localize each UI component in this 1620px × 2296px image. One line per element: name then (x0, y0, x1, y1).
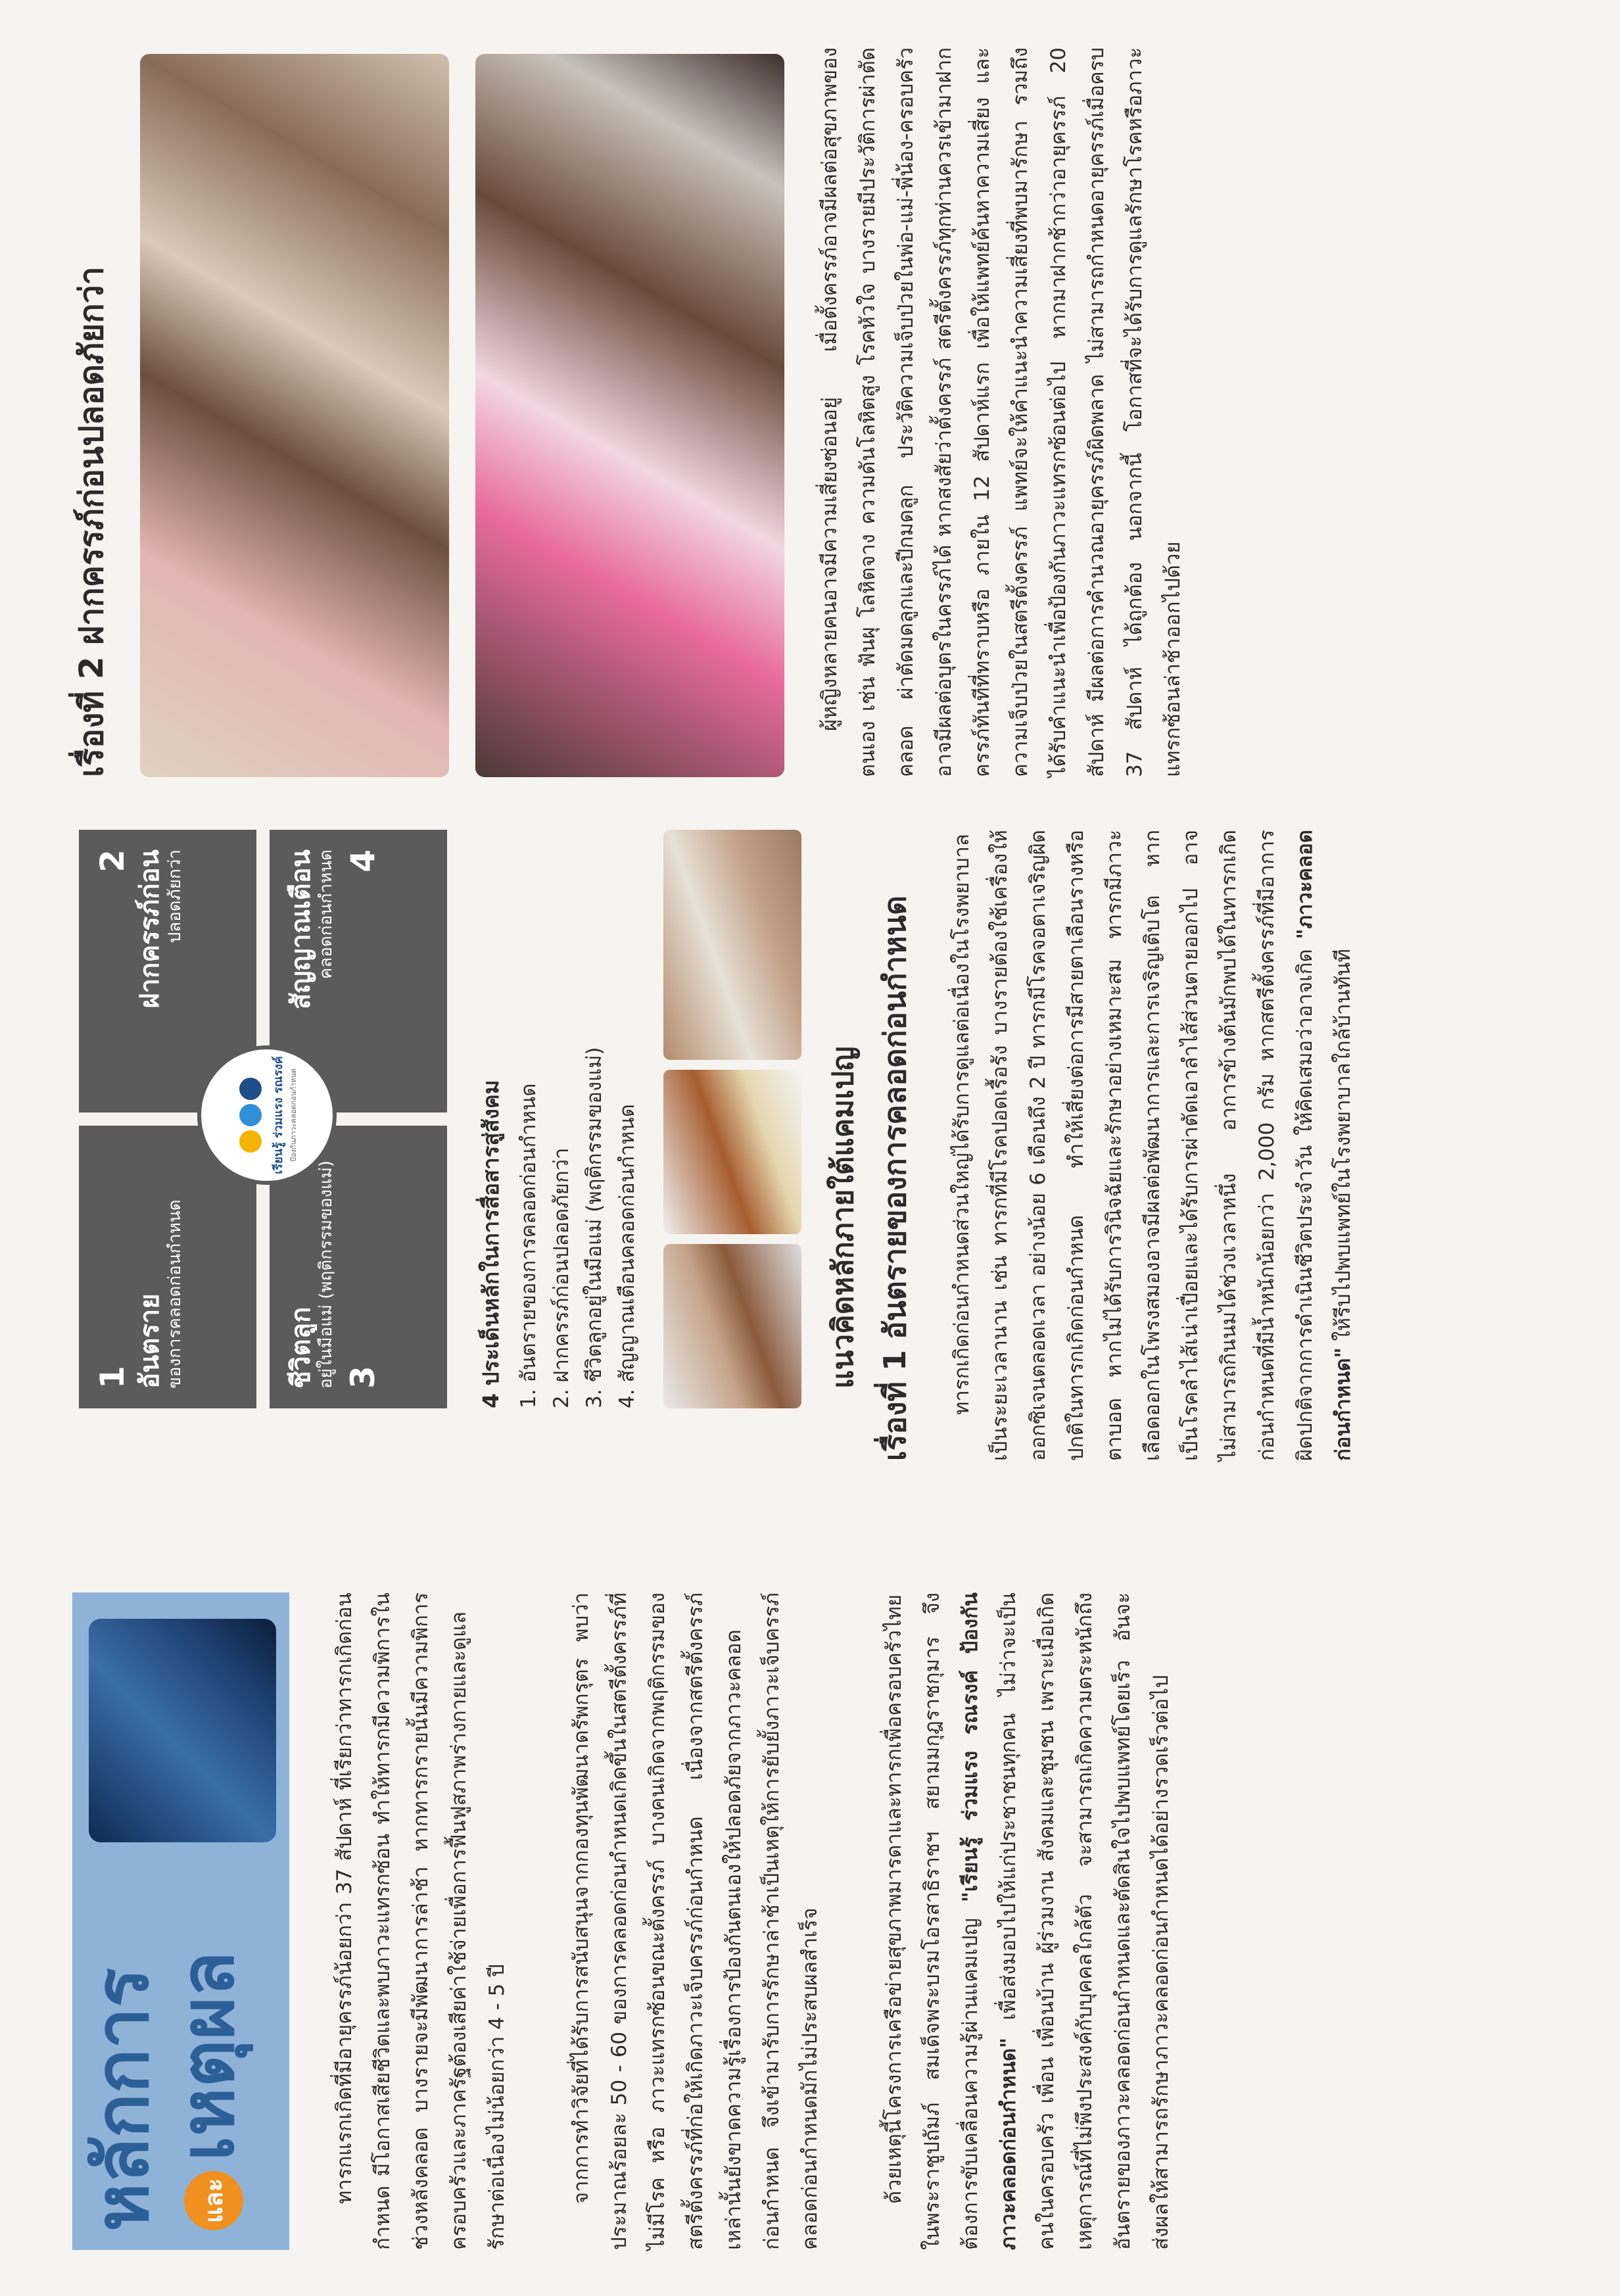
point-1-number: 1 (93, 1366, 131, 1389)
intro-paragraph-3 (875, 1592, 1180, 2250)
newborn-photo-strip (663, 830, 801, 1408)
point-3-subtitle: อยู่ในมือแม่ (พฤติกรรมของแม่) (316, 1160, 336, 1389)
point-2-number: 2 (93, 849, 131, 873)
nurse-consultation-photo (475, 54, 784, 777)
title-line1: หลักการ (80, 1967, 165, 2232)
premature-baby-photo (663, 1070, 801, 1234)
story-2-column (66, 47, 1192, 777)
campaign-heading: แนวคิดหลักภายใต้แคมเปญ (826, 1046, 860, 1389)
campaign-logo (197, 1045, 337, 1185)
point-3-number: 3 (343, 1366, 382, 1389)
antenatal-photos (140, 54, 784, 777)
point-4-title: สัญญาณเตือน (286, 849, 316, 1010)
point-3-title: ชีวิตลูก (286, 1306, 316, 1389)
campaign-column (79, 830, 1362, 1461)
story-1-emphasis: "ภาวะคลอดก่อนกำหนด" (1293, 830, 1355, 1461)
logo-dots-icon (239, 1049, 262, 1181)
story-1-tail: ให้รีบไปพบแพทย์ในโรงพยาบาลใกล้บ้านทันที (1331, 949, 1355, 1341)
story-2-paragraph: ผู้หญิงหลายคนอาจมีความเสี่ยงซ่อนอยู่ เมื่อตั้งครรภ์อาจมีผลต่อสุขภาพของตนเอง เช่น ฟันผุ โลหิตจาง ความดันโลหิตสูง โรคหัวใจ บางรายมีประวัติการผ่าตัดคลอด ผ่าตัดมดลูกและปีกมดลูก ประวัติความเจ็บป่วยในพ่อ-แม่-พี่น้อง-ครอบครัว อาจมีผลต่อบุตรในครรภ์ได้ หากสงสัยว่าตั้งครรภ์ สตรีตั้งครรภ์ทุกท่านควรเข้ามาฝากครรภ์ทันทีที่ทราบหรือ ภายใน 12 สัปดาห์แรก เพื่อให้แพทย์ค้นหาความเสี่ยง และความเจ็บป่วยในสตรีตั้งครรภ์ แพทย์จะให้คำแนะนำความเสี่ยงที่พบมารักษา รวมถึงได้รับคำแนะนำเพื่อป้องกันภาวะแทรกซ้อนต่อไป หากมาฝากช้ากว่าอายุครรภ์ 20 สัปดาห์ มีผลต่อการคำนวณอายุครรภ์ผิดพลาด ไม่สามารถกำหนดอายุครรภ์เมื่อครบ 37 สัปดาห์ ได้ถูกต้อง นอกจากนี้ โอกาสที่จะได้รับการดูแลรักษาโรคหรือภาวะแทรกซ้อนล่าช้าออกไปด้วย (818, 47, 1185, 777)
logo-name: เรียนรู้ ร่วมแรง รณรงค์ (272, 1056, 285, 1174)
baby-care-photo (663, 830, 801, 1060)
campaign-slogan: "เรียนรู้ ร่วมแรง รณรงค์ ป้องกันภาวะคลอดก่อนกำหนด" (959, 1592, 1020, 2250)
story-2-title: เรื่องที่ 2 ฝากครรภ์ก่อนปลอดภัยกว่า (72, 266, 110, 777)
point-4-subtitle: คลอดก่อนกำหนด (316, 849, 336, 980)
intro-paragraph-1: ทารกแรกเกิดที่มีอายุครรภ์น้อยกว่า 37 สัปดาห์ ที่เรียกว่าทารกเกิดก่อนกำหนด มีโอกาสเสียชีวิตและพบภาวะแทรกซ้อน ทำให้ทารกมีความพิการในช่วงหลังคลอด บางรายจะมีพัฒนาการล่าช้า หากทารกรายนั้นมีความพิการ ครอบครัวและภาครัฐต้องเสียค่าใช้จ่ายเพื่อการฟื้นฟูสภาพร่างกายและดูแลรักษาต่อเนื่องไม่น้อยกว่า 4 - 5 ปี (333, 1592, 509, 2250)
logo-tagline: ป้องกันภาวะคลอดก่อนกำหนด (289, 1068, 298, 1162)
title-line2: เหตุผล (165, 1951, 250, 2161)
point-1-title: อันตราย (135, 1293, 165, 1389)
story-1-paragraph (943, 830, 1362, 1461)
point-4-number: 4 (343, 849, 382, 873)
point-2-subtitle: ปลอดภัยกว่า (165, 849, 185, 944)
incubator-photo (89, 1619, 276, 1842)
rationale-column (72, 1592, 1180, 2250)
antenatal-clinic-photo (140, 54, 449, 777)
premature-baby-photo (663, 1244, 801, 1408)
intro-paragraph-2: จากการทำวิจัยที่ได้รับการสนับสนุนจากกองทุนพัฒนาดรัพกรุตร พบว่า ประมาณร้อยละ 50 - 60 ของการคลอดก่อนกำหนดเกิดขึ้นในสตรีตั้งครรภ์ที่ไม่มีโรค หรือ ภาวะแทรกซ้อนขณะตั้งครรภ์ บางคนเกิดจากพฤติกรรมของสตรีตั้งครรภ์ที่ก่อให้เกิดภาวะเจ็บครรภ์ก่อนกำหนด เนื่องจากสตรีตั้งครรภ์เหล่านั้นยังขาดความรู้เรื่องการป้องกันตนเองให้ปลอดภัยจากภาวะคลอดก่อนกำหนด จึงเข้ามารับการรักษาล่าช้าเป็นเหตุให้การยับยั้งภาวะเจ็บครรภ์คลอดก่อนกำหนดมักไม่ประสบผลสำเร็จ (569, 1592, 822, 2250)
title-banner (72, 1592, 289, 2250)
story-1-text: ทารกเกิดก่อนกำหนดส่วนใหญ่ได้รับการดูแลต่อเนื่องในโรงพยาบาลเป็นระยะเวลานาน เช่น ทารกที่มีโรคปอดเรื้อรัง บางรายต้องใช้เครื่องให้ออกซิเจนตลอดเวลา อย่างน้อย 6 เดือนถึง 2 ปี ทารกมีโรคจอตาเจริญผิดปกติในทารกเกิดก่อนกำหนด ทำให้เสี่ยงต่อการมีสายตาเลือนรางหรือตาบอด หากไม่ได้รับการวินิจฉัยและรักษาอย่างเหมาะสม ทารกมีภาวะเลือดออกในโพรงสมองอาจมีผลต่อพัฒนาการและการเจริญเติบโต หากเป็นโรคลำไส้เน่าเปื่อยและได้รับการผ่าตัดเอาลำไส้ส่วนตายออกไป อาจไม่สามารถกินนมได้ช่วงเวลาหนึ่ง อาการข้างต้นมักพบได้ในทารกเกิดก่อนกำหนดที่มีน้ำหนักน้อยกว่า 2,000 กรัม หากสตรีตั้งครรภ์ที่มีอาการผิดปกติจากการดำเนินชีวิตประจำวัน ให้คิดเสมอว่าอาจเกิด (950, 830, 1317, 1461)
story-1-title: เรื่องที่ 1 อันตรายของการคลอดก่อนกำหนด (877, 896, 913, 1461)
point-2-title: ฝากครรภ์ก่อน (135, 849, 165, 1009)
intro-p3-tail: เพื่อส่งมอบไปให้แก่ประชาชนทุกคน ไม่ว่าจะเป็นคนในครอบครัว เพื่อน เพื่อนบ้าน ผู้ร่วมงาน สังคมและชุมชน เพราะเมื่อเกิดเหตุการณ์ที่ไม่พึงประสงค์กับบุคคลใกล้ตัว จะสามารถเกิดความตระหนักถึงอันตรายของภาวะคลอดก่อนกำหนดและตัดสินใจไปพบแพทย์โดยเร็ว อันจะส่งผลให้สามารถรักษาภาวะคลอดก่อนกำหนดได้อย่างรวดเร็วต่อไป (997, 1592, 1173, 2250)
principles-heading: 4 ประเด็นหลักในการสื่อสารสู่สังคม (478, 1080, 504, 1408)
principle-item: 4. สัญญาณเตือนคลอดก่อนกำหนด (615, 1104, 639, 1408)
point-1-subtitle: ของการคลอดก่อนกำหนด (165, 1199, 185, 1389)
principle-item: 3. ชีวิตลูกอยู่ในมือแม่ (พฤติกรรมของแม่) (583, 1047, 606, 1408)
principle-item: 2. ฝากครรภ์ก่อนปลอดภัยกว่า (550, 1147, 573, 1408)
four-points-graphic (79, 830, 447, 1408)
intro-p3-lead: ด้วยเหตุนี้โครงการเครือข่ายสุขภาพมารดาและทารกเพื่อครอบครัวไทย ในพระราชูปถัมภ์ สมเด็จพระบรมโอรสาธิราชฯ สยามมกุฎราชกุมาร จึงต้องการขับเคลื่อนความรู้ผ่านแคมเปญ (882, 1592, 982, 2250)
principles-list (512, 830, 644, 1408)
title-and-badge: และ (184, 2171, 243, 2230)
principle-item: 1. อันตรายของการคลอดก่อนกำหนด (517, 1083, 540, 1408)
